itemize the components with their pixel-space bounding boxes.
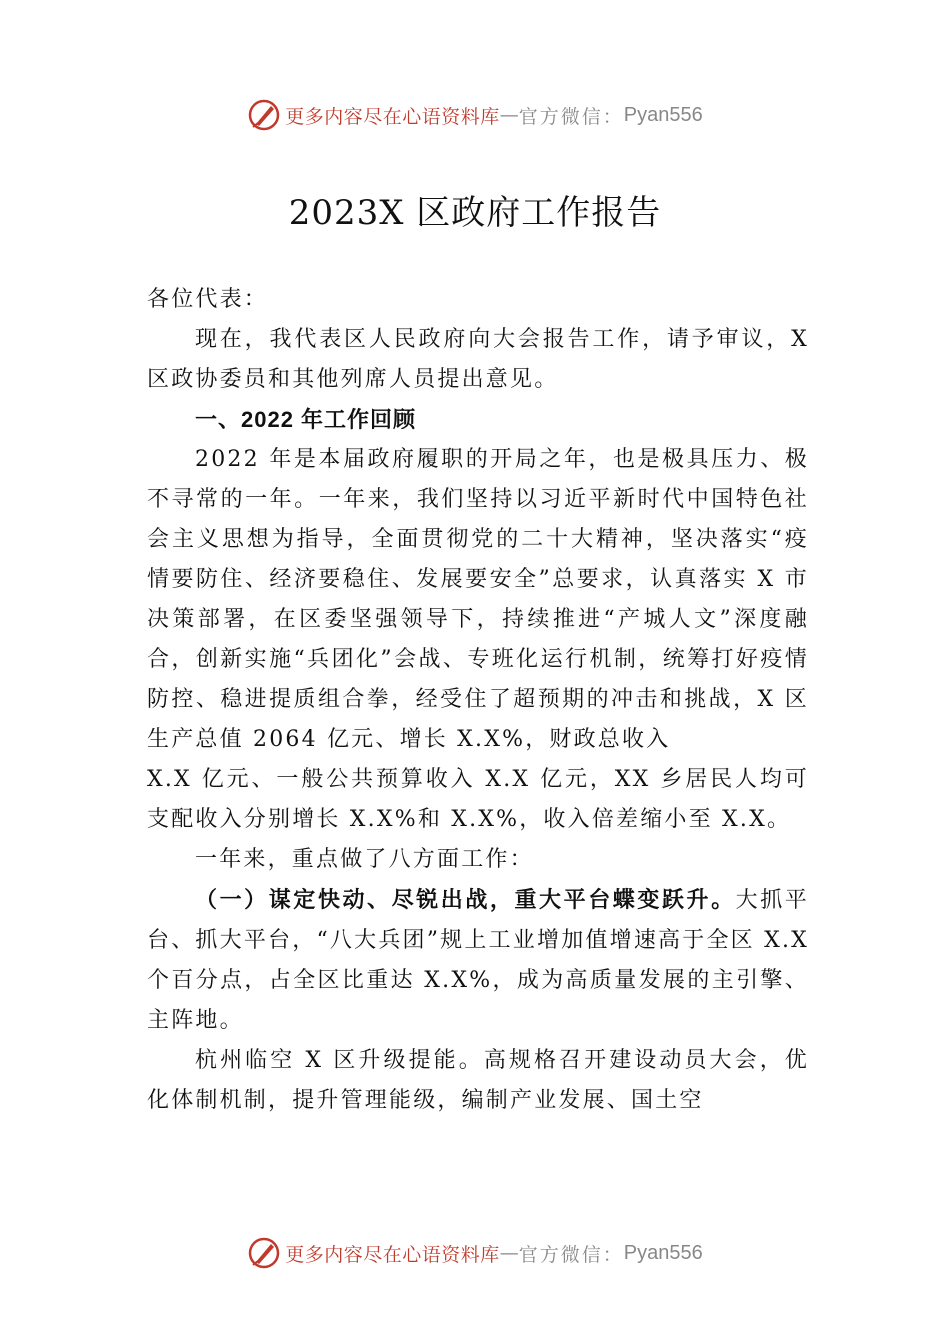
watermark-separator: — — [499, 1242, 519, 1264]
paragraph-platform-lead: （一）谋定快动、尽锐出战，重大平台蝶变跃升。 — [195, 887, 736, 913]
paragraph-platform-rest: 大抓平台、抓大平台，“八大兵团”规上工业增加值增速高于全区 X.X 个百分点，占全区比重达 X.X%，成为高质量发展的主引擎、主阵地。 — [147, 888, 809, 1033]
watermark-footer — [0, 1233, 950, 1273]
paragraph-platform — [147, 880, 809, 1041]
quill-logo-icon — [247, 98, 281, 132]
document-body — [147, 280, 809, 1121]
watermark-separator: — — [499, 104, 519, 126]
watermark-header — [0, 95, 950, 135]
document-title: 2023X 区政府工作报告 — [288, 193, 662, 233]
watermark-label: 官方微信： — [518, 1243, 624, 1266]
paragraph-review: 2022 年是本届政府履职的开局之年，也是极具压力、极不寻常的一年。一年来，我们坚持以习近平新时代中国特色社会主义思想为指导，全面贯彻党的二十大精神，坚决落实“疫情要防住、经济要稳住、发展要安全”总要求，认真落实 X 市决策部署，在区委坚强领导下，持续推进“产城人文”深度融合，创新实施“兵团化”会战、专班化运行机制，统筹打好疫情防控、稳进提质组合拳，经受住了超预期的冲击和挑战，X 区生产总值 2064 亿元、增长 X.X%，财政总收入 — [147, 447, 809, 752]
paragraph-summary: 一年来，重点做了八方面工作： — [195, 847, 534, 872]
section-heading: 一、2022 年工作回顾 — [195, 407, 417, 432]
quill-logo-icon — [247, 1236, 281, 1270]
watermark-id: Pyan556 — [623, 1241, 703, 1264]
paragraph-airport: 杭州临空 X 区升级提能。高规格召开建设动员大会，优化体制机制，提升管理能级，编制产业发展、国土空 — [147, 1048, 809, 1113]
watermark-text: 更多内容尽在心语资料库 — [285, 105, 500, 128]
watermark-label: 官方微信： — [518, 105, 624, 128]
intro-paragraph: 现在，我代表区人民政府向大会报告工作，请予审议，X 区政协委员和其他列席人员提出意见。 — [147, 327, 809, 392]
salutation: 各位代表： — [147, 287, 269, 312]
watermark-text: 更多内容尽在心语资料库 — [285, 1243, 500, 1266]
watermark-id: Pyan556 — [623, 103, 703, 126]
paragraph-revenue: X.X 亿元、一般公共预算收入 X.X 亿元，XX 乡居民人均可支配收入分别增长 X.X%和 X.X%，收入倍差缩小至 X.X。 — [147, 767, 809, 832]
